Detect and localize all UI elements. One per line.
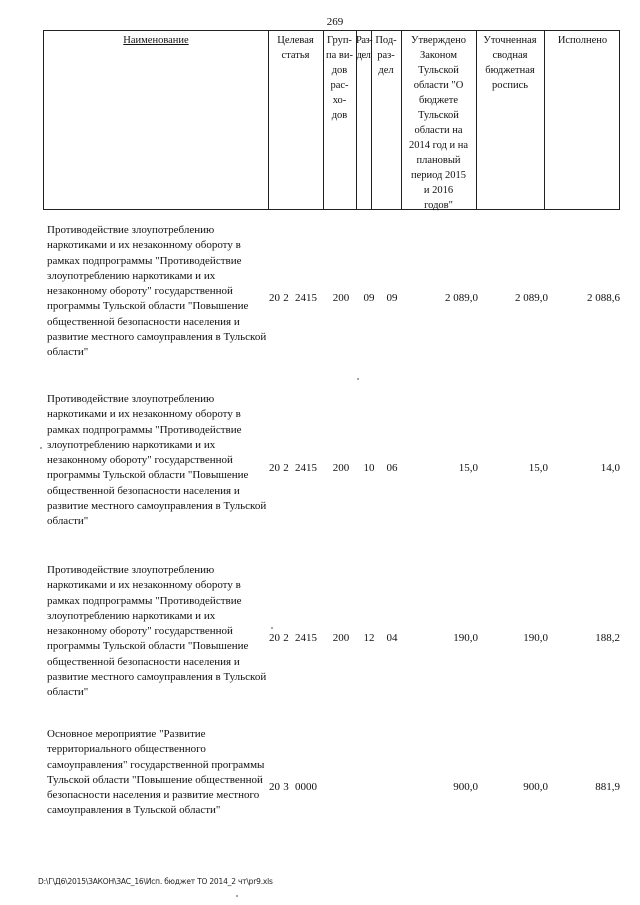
- page-number: 269: [326, 16, 344, 28]
- row-target-article-part1: 20: [269, 462, 280, 474]
- header-executed: Исполнено: [557, 35, 608, 46]
- row-name: Основное мероприятие "Развитие территориального общественного самоуправления" государственной программы Тульской области "Повышение общественной безопасности населения и развитие местного самоуправления в Тульской области": [47, 728, 265, 817]
- row-executed: 881,9: [595, 781, 620, 793]
- row-expense-group: 200: [332, 632, 350, 644]
- footer-file-path: D:\Г\Д6\2015\ЗАКОН\ЗАС_16\Исп. бюджет ТО 2014_2 чт\pr9.xls: [38, 877, 273, 886]
- header-approved: Утверждено Законом Тульской области "О бюджете Тульской области на 2014 год и на плановый период 2015 и 2016 годов": [408, 35, 469, 211]
- row-name: Противодействие злоупотреблению наркотиками и их незаконному обороту в рамках подпрограммы "Противодействие злоупотреблению наркотиками и их незаконному обороту" государственной программы Тульской области "Повышение общественной безопасности населения и развитие местного самоуправления в Тульской области": [47, 393, 267, 528]
- row-refined: 190,0: [523, 632, 548, 644]
- header-subsection: Под- раз- дел: [375, 35, 397, 76]
- row-expense-group: 200: [332, 462, 350, 474]
- header-expense-group: Груп- па ви- дов рас- хо- дов: [326, 35, 353, 121]
- scan-speck: [357, 378, 359, 380]
- row-subsection: 04: [386, 632, 398, 644]
- row-executed: 14,0: [600, 462, 620, 474]
- row-name: Противодействие злоупотреблению наркотиками и их незаконному обороту в рамках подпрограммы "Противодействие злоупотреблению наркотиками и их незаконному обороту" государственной программы Тульской области "Повышение общественной безопасности населения и развитие местного самоуправления в Тульской области": [47, 224, 267, 359]
- row-target-article-part3: 2415: [295, 632, 317, 644]
- row-refined: 900,0: [523, 781, 548, 793]
- row-target-article-part2: 2: [283, 462, 289, 474]
- row-target-article-part3: 0000: [295, 781, 317, 793]
- scan-speck: [40, 447, 42, 449]
- row-section: 10: [363, 462, 375, 474]
- scan-speck: [236, 895, 238, 897]
- row-name: Противодействие злоупотреблению наркотиками и их незаконному обороту в рамках подпрограммы "Противодействие злоупотреблению наркотиками и их незаконному обороту" государственной программы Тульской области "Повышение общественной безопасности населения и развитие местного самоуправления в Тульской области": [47, 564, 267, 699]
- row-target-article-part2: 3: [283, 781, 289, 793]
- row-approved: 2 089,0: [445, 292, 478, 304]
- row-target-article-part2: 2: [283, 632, 289, 644]
- scan-speck: [271, 627, 273, 629]
- row-refined: 15,0: [528, 462, 548, 474]
- row-subsection: 09: [386, 292, 398, 304]
- row-target-article-part3: 2415: [295, 462, 317, 474]
- row-target-article-part1: 20: [269, 292, 280, 304]
- table-header: [43, 30, 620, 210]
- row-target-article-part1: 20: [269, 632, 280, 644]
- row-section: 09: [363, 292, 375, 304]
- row-target-article-part1: 20: [269, 781, 280, 793]
- row-target-article-part3: 2415: [295, 292, 317, 304]
- row-approved: 15,0: [458, 462, 478, 474]
- row-section: 12: [363, 632, 375, 644]
- row-approved: 900,0: [453, 781, 478, 793]
- row-subsection: 06: [386, 462, 398, 474]
- row-expense-group: 200: [332, 292, 350, 304]
- row-approved: 190,0: [453, 632, 478, 644]
- header-refined: Уточненная сводная бюджетная роспись: [483, 35, 537, 91]
- row-refined: 2 089,0: [515, 292, 548, 304]
- column-divider: [544, 31, 545, 209]
- header-name: Наименование: [123, 35, 189, 46]
- header-target-article: Целевая статья: [277, 35, 314, 61]
- header-section: Раз- дел: [356, 35, 373, 61]
- row-target-article-part2: 2: [283, 292, 289, 304]
- row-executed: 2 088,6: [587, 292, 620, 304]
- row-executed: 188,2: [595, 632, 620, 644]
